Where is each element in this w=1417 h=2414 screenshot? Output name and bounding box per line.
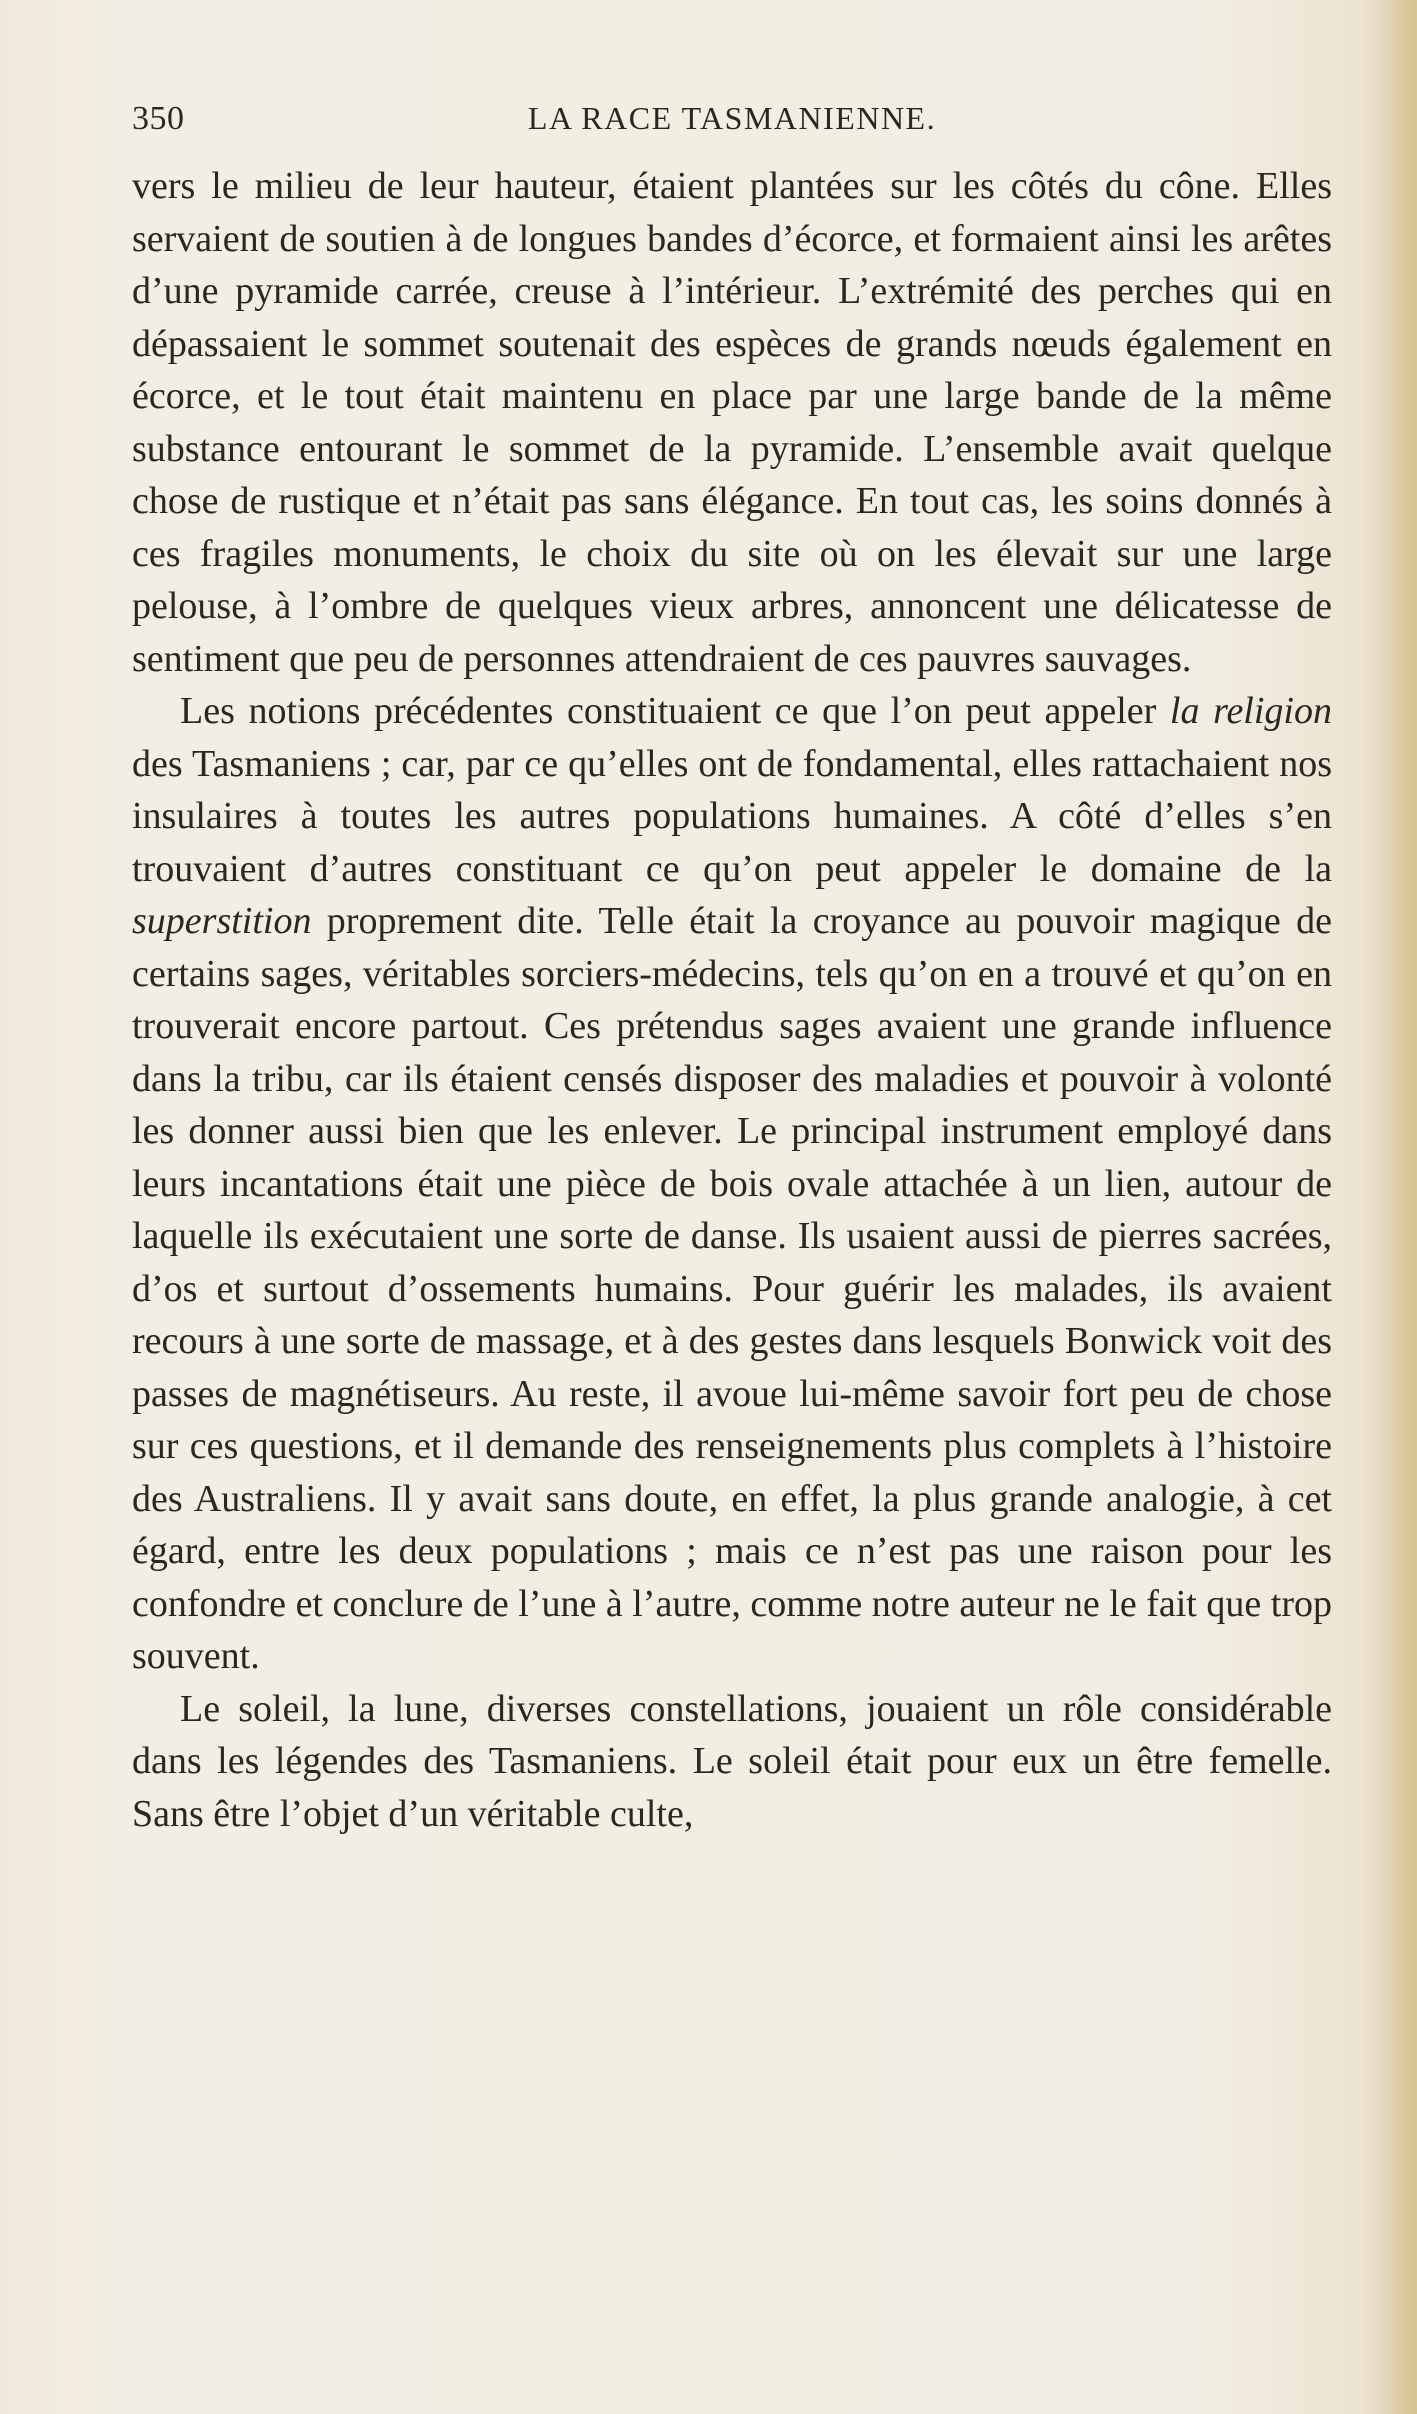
- paragraph-1: [132, 160, 1332, 685]
- italic-term-religion: la religion: [1169, 690, 1332, 732]
- paragraph-2: [132, 685, 1332, 1683]
- paragraph-3: [132, 1683, 1332, 1841]
- body-text: [132, 160, 1332, 1840]
- paragraph-text: des Tasmaniens ; car, par ce qu’elles ont de fondamental, elles rattachaient nos insulaires à toutes les autres populations humaines. A côté d’elles s’en trouvaient d’autres constituant ce qu’on peut appeler le domaine de la: [132, 742, 1332, 890]
- paragraph-text: Le soleil, la lune, diverses constellations, jouaient un rôle considérable dans les légendes des Tasmaniens. Le soleil était pour eux un être femelle. Sans être l’objet d’un véritable culte,: [132, 1687, 1332, 1835]
- page-header: [132, 100, 1332, 150]
- running-title: LA RACE TASMANIENNE.: [527, 100, 937, 136]
- paragraph-text: vers le milieu de leur hauteur, étaient plantées sur les côtés du cône. Elles servaient de soutien à de longues bandes d’écorce, et formaient ainsi les arêtes d’une pyramide carrée, creuse à l’intérieur. L’extrémité des perches qui en dépassaient le sommet soutenait des espèces de grands nœuds également en écorce, et le tout était maintenu en place par une large bande de la même substance entourant le sommet de la pyramide. L’ensemble avait quelque chose de rustique et n’était pas sans élégance. En tout cas, les soins donnés à ces fragiles monuments, le choix du site où on les élevait sur une large pelouse, à l’ombre de quelques vieux arbres, annoncent une délicatesse de sentiment que peu de personnes attendraient de ces pauvres sauvages.: [132, 165, 1332, 680]
- page-spine-shadow: [1379, 0, 1417, 2414]
- paragraph-text: Les notions précédentes constituaient ce que l’on peut appeler: [180, 690, 1170, 732]
- paragraph-text: proprement dite. Telle était la croyance au pouvoir magique de certains sages, véritables sorciers-médecins, tels qu’on en a trouvé et qu’on en trouverait encore partout. Ces prétendus sages avaient une grande influence dans la tribu, car ils étaient censés disposer des maladies et pouvoir à volonté les donner aussi bien que les enlever. Le principal instrument employé dans leurs incantations était une pièce de bois ovale attachée à un lien, autour de laquelle ils exécutaient une sorte de danse. Ils usaient aussi de pierres sacrées, d’os et surtout d’ossements humains. Pour guérir les malades, ils avaient recours à une sorte de massage, et à des gestes dans lesquels Bonwick voit des passes de magnétiseurs. Au reste, il avoue lui-même savoir fort peu de chose sur ces questions, et il demande des renseignements plus complets à l’histoire des Australiens. Il y avait sans doute, en effet, la plus grande analogie, à cet égard, entre les deux populations ; mais ce n’est pas une raison pour les confondre et conclure de l’une à l’autre, comme notre auteur ne le fait que trop souvent.: [132, 900, 1332, 1677]
- page-number: 350: [132, 100, 185, 137]
- italic-term-superstition: superstition: [132, 900, 312, 942]
